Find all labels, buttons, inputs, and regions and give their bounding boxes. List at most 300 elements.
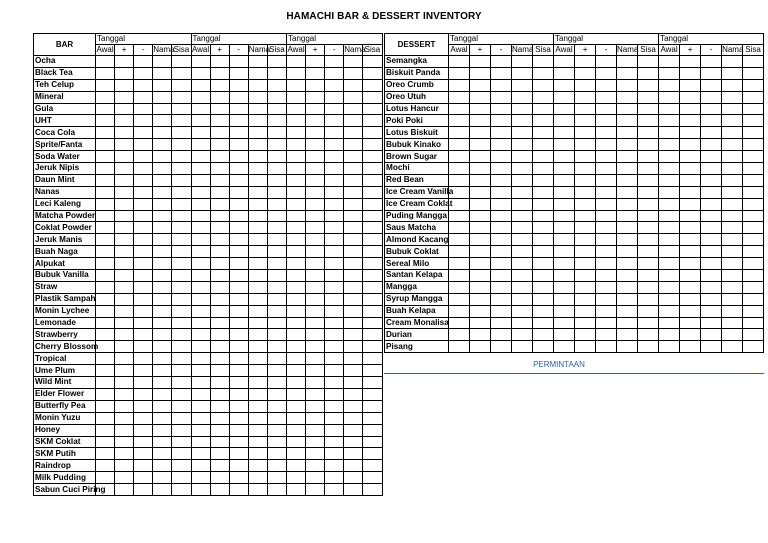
bar-entry-cell[interactable] [325,341,344,353]
dessert-entry-cell[interactable] [659,329,680,341]
dessert-entry-cell[interactable] [701,174,722,186]
dessert-entry-cell[interactable] [722,210,743,222]
bar-entry-cell[interactable] [172,400,191,412]
bar-entry-cell[interactable] [191,127,210,139]
bar-entry-cell[interactable] [344,127,363,139]
bar-entry-cell[interactable] [210,377,229,389]
dessert-entry-cell[interactable] [470,293,491,305]
dessert-entry-cell[interactable] [743,163,764,175]
dessert-entry-cell[interactable] [554,174,575,186]
bar-entry-cell[interactable] [229,186,248,198]
dessert-entry-cell[interactable] [638,293,659,305]
dessert-entry-cell[interactable] [596,293,617,305]
bar-entry-cell[interactable] [134,139,153,151]
bar-entry-cell[interactable] [248,436,267,448]
bar-entry-cell[interactable] [325,67,344,79]
dessert-entry-cell[interactable] [512,329,533,341]
dessert-entry-cell[interactable] [491,293,512,305]
bar-entry-cell[interactable] [344,281,363,293]
bar-entry-cell[interactable] [191,424,210,436]
bar-entry-cell[interactable] [248,115,267,127]
bar-entry-cell[interactable] [267,139,286,151]
dessert-entry-cell[interactable] [680,246,701,258]
dessert-entry-cell[interactable] [659,341,680,353]
dessert-entry-cell[interactable] [596,56,617,68]
dessert-entry-cell[interactable] [659,151,680,163]
bar-entry-cell[interactable] [191,210,210,222]
bar-entry-cell[interactable] [267,210,286,222]
bar-entry-cell[interactable] [363,139,382,151]
bar-entry-cell[interactable] [287,436,306,448]
dessert-entry-cell[interactable] [596,91,617,103]
bar-entry-cell[interactable] [96,127,115,139]
bar-entry-cell[interactable] [287,139,306,151]
bar-entry-cell[interactable] [325,174,344,186]
dessert-entry-cell[interactable] [554,222,575,234]
bar-entry-cell[interactable] [153,484,172,496]
dessert-entry-cell[interactable] [491,305,512,317]
bar-entry-cell[interactable] [172,91,191,103]
dessert-entry-cell[interactable] [680,139,701,151]
bar-entry-cell[interactable] [267,151,286,163]
dessert-entry-cell[interactable] [680,91,701,103]
dessert-entry-cell[interactable] [554,163,575,175]
bar-entry-cell[interactable] [96,186,115,198]
dessert-entry-cell[interactable] [491,67,512,79]
bar-entry-cell[interactable] [229,484,248,496]
dessert-entry-cell[interactable] [722,79,743,91]
bar-entry-cell[interactable] [134,186,153,198]
bar-entry-cell[interactable] [153,424,172,436]
dessert-entry-cell[interactable] [554,139,575,151]
bar-entry-cell[interactable] [229,210,248,222]
bar-entry-cell[interactable] [210,198,229,210]
dessert-entry-cell[interactable] [533,139,554,151]
bar-entry-cell[interactable] [344,388,363,400]
dessert-entry-cell[interactable] [596,341,617,353]
bar-entry-cell[interactable] [306,365,325,377]
dessert-entry-cell[interactable] [575,174,596,186]
bar-entry-cell[interactable] [344,436,363,448]
dessert-entry-cell[interactable] [512,163,533,175]
bar-entry-cell[interactable] [172,198,191,210]
dessert-entry-cell[interactable] [659,234,680,246]
dessert-entry-cell[interactable] [659,210,680,222]
bar-entry-cell[interactable] [325,353,344,365]
bar-entry-cell[interactable] [229,163,248,175]
dessert-entry-cell[interactable] [638,115,659,127]
dessert-entry-cell[interactable] [533,341,554,353]
dessert-entry-cell[interactable] [659,79,680,91]
bar-entry-cell[interactable] [344,115,363,127]
dessert-entry-cell[interactable] [596,222,617,234]
bar-entry-cell[interactable] [229,79,248,91]
dessert-entry-cell[interactable] [722,198,743,210]
dessert-entry-cell[interactable] [722,91,743,103]
dessert-entry-cell[interactable] [659,281,680,293]
dessert-entry-cell[interactable] [638,67,659,79]
dessert-entry-cell[interactable] [491,317,512,329]
dessert-entry-cell[interactable] [533,103,554,115]
bar-entry-cell[interactable] [115,234,134,246]
bar-entry-cell[interactable] [210,317,229,329]
bar-entry-cell[interactable] [172,484,191,496]
bar-entry-cell[interactable] [172,436,191,448]
bar-entry-cell[interactable] [229,234,248,246]
bar-entry-cell[interactable] [306,91,325,103]
bar-entry-cell[interactable] [191,234,210,246]
bar-entry-cell[interactable] [248,91,267,103]
dessert-entry-cell[interactable] [596,127,617,139]
bar-entry-cell[interactable] [153,353,172,365]
dessert-entry-cell[interactable] [554,329,575,341]
dessert-entry-cell[interactable] [575,115,596,127]
bar-entry-cell[interactable] [191,91,210,103]
dessert-entry-cell[interactable] [701,56,722,68]
dessert-entry-cell[interactable] [470,305,491,317]
bar-entry-cell[interactable] [210,460,229,472]
dessert-entry-cell[interactable] [491,198,512,210]
dessert-entry-cell[interactable] [722,103,743,115]
dessert-entry-cell[interactable] [743,186,764,198]
bar-entry-cell[interactable] [306,174,325,186]
dessert-entry-cell[interactable] [533,79,554,91]
bar-entry-cell[interactable] [153,365,172,377]
bar-entry-cell[interactable] [191,186,210,198]
bar-entry-cell[interactable] [248,317,267,329]
bar-entry-cell[interactable] [306,151,325,163]
bar-entry-cell[interactable] [210,139,229,151]
dessert-entry-cell[interactable] [701,163,722,175]
bar-entry-cell[interactable] [325,115,344,127]
bar-entry-cell[interactable] [172,317,191,329]
bar-entry-cell[interactable] [210,174,229,186]
bar-entry-cell[interactable] [325,484,344,496]
dessert-entry-cell[interactable] [470,56,491,68]
bar-entry-cell[interactable] [115,377,134,389]
dessert-entry-cell[interactable] [575,329,596,341]
bar-entry-cell[interactable] [134,436,153,448]
dessert-entry-cell[interactable] [449,163,470,175]
bar-entry-cell[interactable] [191,258,210,270]
bar-entry-cell[interactable] [363,317,382,329]
bar-entry-cell[interactable] [191,353,210,365]
bar-entry-cell[interactable] [134,103,153,115]
dessert-entry-cell[interactable] [449,317,470,329]
bar-entry-cell[interactable] [363,67,382,79]
bar-entry-cell[interactable] [363,163,382,175]
dessert-entry-cell[interactable] [533,151,554,163]
bar-entry-cell[interactable] [267,460,286,472]
dessert-entry-cell[interactable] [512,341,533,353]
bar-entry-cell[interactable] [115,198,134,210]
bar-entry-cell[interactable] [134,329,153,341]
dessert-entry-cell[interactable] [638,91,659,103]
bar-entry-cell[interactable] [248,246,267,258]
dessert-entry-cell[interactable] [617,270,638,282]
bar-entry-cell[interactable] [287,222,306,234]
dessert-entry-cell[interactable] [659,91,680,103]
bar-entry-cell[interactable] [210,127,229,139]
bar-entry-cell[interactable] [115,67,134,79]
bar-entry-cell[interactable] [229,127,248,139]
bar-entry-cell[interactable] [134,412,153,424]
bar-entry-cell[interactable] [191,317,210,329]
dessert-entry-cell[interactable] [617,210,638,222]
dessert-entry-cell[interactable] [638,163,659,175]
bar-entry-cell[interactable] [191,163,210,175]
bar-entry-cell[interactable] [267,424,286,436]
bar-entry-cell[interactable] [229,198,248,210]
dessert-entry-cell[interactable] [701,115,722,127]
dessert-entry-cell[interactable] [596,270,617,282]
bar-entry-cell[interactable] [248,377,267,389]
bar-entry-cell[interactable] [115,270,134,282]
bar-entry-cell[interactable] [229,258,248,270]
bar-entry-cell[interactable] [267,448,286,460]
bar-entry-cell[interactable] [344,400,363,412]
bar-entry-cell[interactable] [306,67,325,79]
bar-entry-cell[interactable] [115,186,134,198]
bar-entry-cell[interactable] [172,103,191,115]
dessert-entry-cell[interactable] [617,317,638,329]
bar-entry-cell[interactable] [134,341,153,353]
bar-entry-cell[interactable] [172,258,191,270]
dessert-entry-cell[interactable] [533,270,554,282]
bar-entry-cell[interactable] [325,448,344,460]
bar-entry-cell[interactable] [96,400,115,412]
dessert-entry-cell[interactable] [617,258,638,270]
bar-entry-cell[interactable] [210,365,229,377]
dessert-entry-cell[interactable] [470,270,491,282]
bar-entry-cell[interactable] [153,186,172,198]
dessert-entry-cell[interactable] [722,56,743,68]
bar-entry-cell[interactable] [344,67,363,79]
dessert-entry-cell[interactable] [554,103,575,115]
bar-entry-cell[interactable] [115,353,134,365]
bar-entry-cell[interactable] [153,448,172,460]
bar-entry-cell[interactable] [191,293,210,305]
dessert-entry-cell[interactable] [701,341,722,353]
bar-entry-cell[interactable] [267,317,286,329]
dessert-entry-cell[interactable] [449,234,470,246]
dessert-entry-cell[interactable] [722,186,743,198]
bar-entry-cell[interactable] [96,305,115,317]
dessert-entry-cell[interactable] [722,139,743,151]
bar-entry-cell[interactable] [363,377,382,389]
bar-entry-cell[interactable] [363,305,382,317]
bar-entry-cell[interactable] [153,293,172,305]
dessert-entry-cell[interactable] [491,341,512,353]
dessert-entry-cell[interactable] [596,329,617,341]
dessert-entry-cell[interactable] [617,67,638,79]
bar-entry-cell[interactable] [210,448,229,460]
bar-entry-cell[interactable] [287,412,306,424]
bar-entry-cell[interactable] [134,151,153,163]
dessert-entry-cell[interactable] [596,281,617,293]
bar-entry-cell[interactable] [153,317,172,329]
bar-entry-cell[interactable] [153,246,172,258]
bar-entry-cell[interactable] [96,377,115,389]
dessert-entry-cell[interactable] [722,281,743,293]
dessert-entry-cell[interactable] [449,67,470,79]
bar-entry-cell[interactable] [153,151,172,163]
bar-entry-cell[interactable] [325,79,344,91]
dessert-entry-cell[interactable] [680,127,701,139]
bar-entry-cell[interactable] [210,400,229,412]
dessert-entry-cell[interactable] [701,246,722,258]
dessert-entry-cell[interactable] [533,67,554,79]
dessert-entry-cell[interactable] [491,329,512,341]
dessert-entry-cell[interactable] [575,163,596,175]
bar-entry-cell[interactable] [344,353,363,365]
bar-entry-cell[interactable] [96,258,115,270]
dessert-entry-cell[interactable] [659,127,680,139]
bar-entry-cell[interactable] [96,234,115,246]
dessert-entry-cell[interactable] [554,186,575,198]
dessert-entry-cell[interactable] [659,258,680,270]
bar-entry-cell[interactable] [153,127,172,139]
bar-entry-cell[interactable] [287,472,306,484]
bar-entry-cell[interactable] [134,222,153,234]
bar-entry-cell[interactable] [267,388,286,400]
dessert-entry-cell[interactable] [491,222,512,234]
dessert-entry-cell[interactable] [596,79,617,91]
bar-entry-cell[interactable] [306,222,325,234]
bar-entry-cell[interactable] [306,198,325,210]
bar-entry-cell[interactable] [96,412,115,424]
bar-entry-cell[interactable] [210,329,229,341]
bar-entry-cell[interactable] [172,281,191,293]
bar-entry-cell[interactable] [96,460,115,472]
dessert-entry-cell[interactable] [554,281,575,293]
dessert-entry-cell[interactable] [533,186,554,198]
bar-entry-cell[interactable] [287,127,306,139]
bar-entry-cell[interactable] [96,388,115,400]
bar-entry-cell[interactable] [344,448,363,460]
bar-entry-cell[interactable] [134,67,153,79]
bar-entry-cell[interactable] [306,460,325,472]
dessert-entry-cell[interactable] [449,329,470,341]
bar-entry-cell[interactable] [172,460,191,472]
dessert-entry-cell[interactable] [512,293,533,305]
bar-entry-cell[interactable] [134,353,153,365]
bar-entry-cell[interactable] [191,400,210,412]
bar-entry-cell[interactable] [172,388,191,400]
dessert-entry-cell[interactable] [722,222,743,234]
bar-entry-cell[interactable] [229,115,248,127]
bar-entry-cell[interactable] [248,234,267,246]
bar-entry-cell[interactable] [134,317,153,329]
bar-entry-cell[interactable] [210,186,229,198]
dessert-entry-cell[interactable] [638,103,659,115]
dessert-entry-cell[interactable] [512,305,533,317]
bar-entry-cell[interactable] [153,103,172,115]
dessert-entry-cell[interactable] [449,174,470,186]
dessert-entry-cell[interactable] [638,79,659,91]
bar-entry-cell[interactable] [115,222,134,234]
dessert-entry-cell[interactable] [617,305,638,317]
bar-entry-cell[interactable] [287,234,306,246]
bar-entry-cell[interactable] [172,246,191,258]
bar-entry-cell[interactable] [306,246,325,258]
bar-entry-cell[interactable] [248,222,267,234]
bar-entry-cell[interactable] [248,174,267,186]
dessert-entry-cell[interactable] [470,91,491,103]
bar-entry-cell[interactable] [344,484,363,496]
dessert-entry-cell[interactable] [596,151,617,163]
dessert-entry-cell[interactable] [575,222,596,234]
bar-entry-cell[interactable] [363,341,382,353]
bar-entry-cell[interactable] [248,281,267,293]
bar-entry-cell[interactable] [248,329,267,341]
dessert-entry-cell[interactable] [491,246,512,258]
bar-entry-cell[interactable] [325,305,344,317]
dessert-entry-cell[interactable] [743,270,764,282]
bar-entry-cell[interactable] [96,210,115,222]
bar-entry-cell[interactable] [229,365,248,377]
dessert-entry-cell[interactable] [743,210,764,222]
bar-entry-cell[interactable] [248,365,267,377]
dessert-entry-cell[interactable] [743,305,764,317]
bar-entry-cell[interactable] [363,115,382,127]
bar-entry-cell[interactable] [153,115,172,127]
dessert-entry-cell[interactable] [512,198,533,210]
bar-entry-cell[interactable] [229,305,248,317]
dessert-entry-cell[interactable] [659,115,680,127]
dessert-entry-cell[interactable] [491,139,512,151]
bar-entry-cell[interactable] [325,293,344,305]
bar-entry-cell[interactable] [210,281,229,293]
bar-entry-cell[interactable] [248,67,267,79]
bar-entry-cell[interactable] [96,174,115,186]
bar-entry-cell[interactable] [363,186,382,198]
dessert-entry-cell[interactable] [512,103,533,115]
dessert-entry-cell[interactable] [680,115,701,127]
dessert-entry-cell[interactable] [659,270,680,282]
bar-entry-cell[interactable] [134,198,153,210]
bar-entry-cell[interactable] [363,246,382,258]
bar-entry-cell[interactable] [153,270,172,282]
bar-entry-cell[interactable] [248,412,267,424]
bar-entry-cell[interactable] [229,246,248,258]
bar-entry-cell[interactable] [363,293,382,305]
dessert-entry-cell[interactable] [701,281,722,293]
bar-entry-cell[interactable] [115,484,134,496]
bar-entry-cell[interactable] [96,67,115,79]
bar-entry-cell[interactable] [229,329,248,341]
dessert-entry-cell[interactable] [554,246,575,258]
dessert-entry-cell[interactable] [680,329,701,341]
bar-entry-cell[interactable] [115,174,134,186]
dessert-entry-cell[interactable] [638,210,659,222]
bar-entry-cell[interactable] [287,163,306,175]
dessert-entry-cell[interactable] [512,67,533,79]
bar-entry-cell[interactable] [306,234,325,246]
bar-entry-cell[interactable] [325,163,344,175]
bar-entry-cell[interactable] [229,388,248,400]
bar-entry-cell[interactable] [172,377,191,389]
bar-entry-cell[interactable] [325,317,344,329]
bar-entry-cell[interactable] [115,246,134,258]
bar-entry-cell[interactable] [248,56,267,68]
bar-entry-cell[interactable] [248,293,267,305]
dessert-entry-cell[interactable] [575,210,596,222]
bar-entry-cell[interactable] [287,388,306,400]
bar-entry-cell[interactable] [229,151,248,163]
bar-entry-cell[interactable] [287,174,306,186]
dessert-entry-cell[interactable] [617,56,638,68]
